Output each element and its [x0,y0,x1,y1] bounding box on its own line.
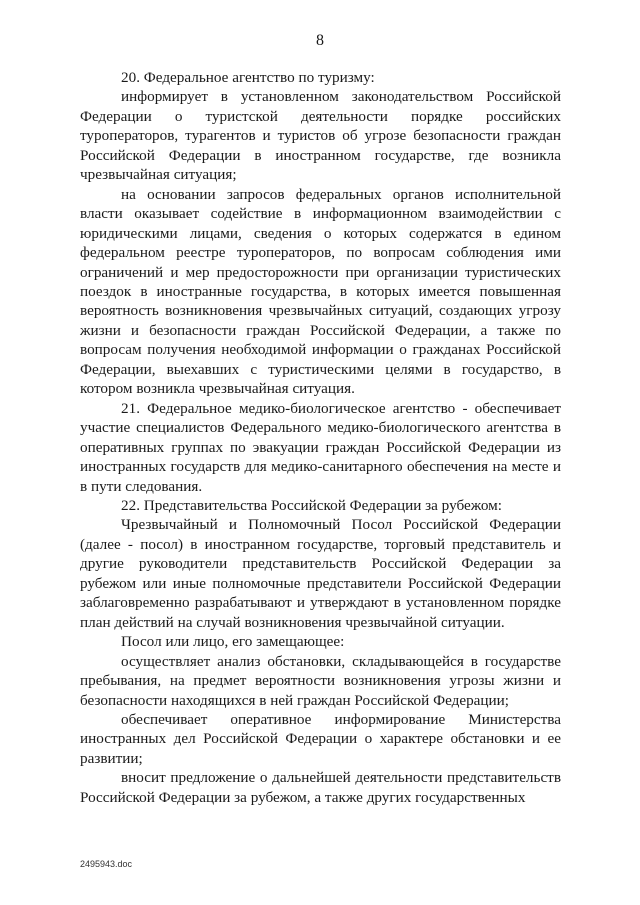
paragraph-ambassador-duties: Посол или лицо, его замещающее: [121,633,345,651]
page-number: 8 [316,32,324,49]
paragraph-item-21: 21. Федеральное медико-биологическое агентство - обеспечивает участие специалистов Федерального медико-биологического агентства в оперативных группах по эвакуации граждан Российской Федерации из иностранных государств для медико-санитарного обеспечения на месте и в пути следования. [80,399,561,495]
document-body [80,68,561,807]
paragraph-informing: обеспечивает оперативное информирование Министерства иностранных дел Российской Федерации о характере обстановки и ее развитии; [80,710,561,767]
paragraph-analysis: осуществляет анализ обстановки, складывающейся в государстве пребывания, на предмет вероятности возникновения угрозы жизни и безопасности находящихся в ней граждан Российской Федерации; [80,652,561,709]
paragraph-item-22-heading: 22. Представительства Российской Федерации за рубежом: [121,496,502,514]
paragraph-assists: на основании запросов федеральных органов исполнительной власти оказывает содействие в информационном взаимодействии с юридическими лицами, сведения о которых содержатся в едином федеральном реестре туроператоров, по вопросам соблюдения ими ограничений и мер предосторожности при организации туристических поездок в иностранные государства, в которых имеется повышенная вероятность возникновения чрезвычайных ситуаций, создающих угрозу жизни и безопасности граждан Российской Федерации, а также по вопросам получения необходимой информации о гражданах Российской Федерации, выехавших с туристическими целями в государство, в котором возникла чрезвычайная ситуация. [80,185,561,398]
paragraph-informs: информирует в установленном законодательством Российской Федерации о туристской деятельности порядке российских туроператоров, турагентов и туристов об угрозе безопасности граждан Российской Федерации в иностранном государстве, где возникла чрезвычайная ситуация; [80,88,561,184]
paragraph-ambassador: Чрезвычайный и Полномочный Посол Российской Федерации (далее - посол) в иностранном государстве, торговый представитель и другие руководители представительств Российской Федерации за рубежом или иные полномочные представители Российской Федерации заблаговременно разрабатывают и утверждают в установленном порядке план действий на случай возникновения чрезвычайной ситуации. [80,516,561,631]
footer-file-name: 2495943.doc [80,859,133,869]
paragraph-proposal: вносит предложение о дальнейшей деятельности представительств Российской Федерации за рубежом, а также других государственных [80,769,561,806]
paragraph-item-20-heading: 20. Федеральное агентство по туризму: [121,69,375,86]
